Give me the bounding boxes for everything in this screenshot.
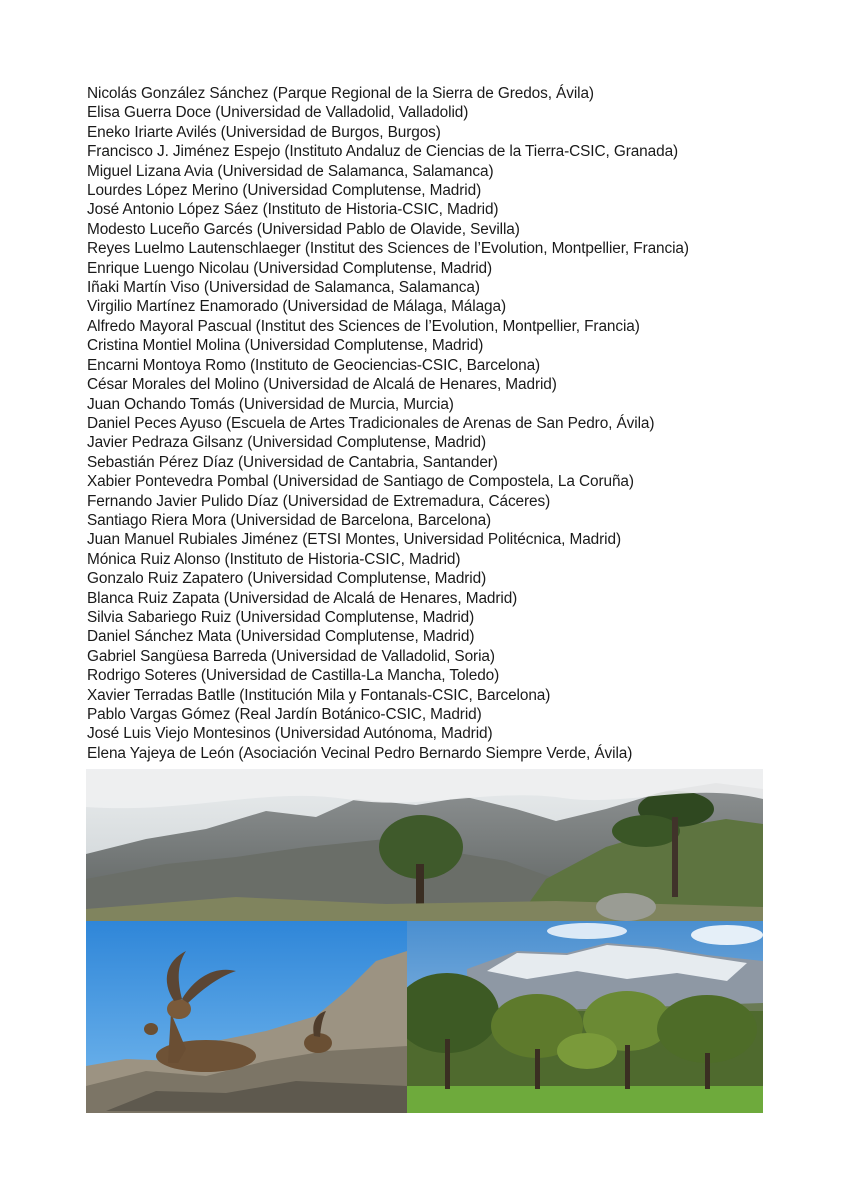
contributor-entry: Virgilio Martínez Enamorado (Universidad de Málaga, Málaga) [87,298,506,316]
ibex-photo [86,921,407,1113]
mountain-landscape-photo [86,769,763,921]
contributor-entry: Blanca Ruiz Zapata (Universidad de Alcalá de Henares, Madrid) [87,589,518,607]
contributor-entry: José Antonio López Sáez (Instituto de Historia-CSIC, Madrid) [87,201,499,219]
contributor-entry: Iñaki Martín Viso (Universidad de Salamanca, Salamanca) [87,279,480,297]
contributor-entry: Pablo Vargas Gómez (Real Jardín Botánico-CSIC, Madrid) [87,706,482,723]
contributor-entry: Javier Pedraza Gilsanz (Universidad Complutense, Madrid) [87,434,486,452]
contributor-entry: Xabier Pontevedra Pombal (Universidad de Santiago de Compostela, La Coruña) [87,473,634,491]
contributor-entry: Gonzalo Ruiz Zapatero (Universidad Complutense, Madrid) [87,570,487,588]
contributor-entry: Nicolás González Sánchez (Parque Regional de la Sierra de Gredos, Ávila) [87,85,594,102]
contributor-entry: Elisa Guerra Doce (Universidad de Valladolid, Valladolid) [87,104,469,122]
contributor-entry: Encarni Montoya Romo (Instituto de Geociencias-CSIC, Barcelona) [87,356,541,374]
contributor-entry: Mónica Ruiz Alonso (Instituto de Historia-CSIC, Madrid) [87,550,461,568]
contributor-entry: Juan Ochando Tomás (Universidad de Murcia, Murcia) [87,395,454,413]
contributor-entry: Rodrigo Soteres (Universidad de Castilla-La Mancha, Toledo) [87,667,500,685]
contributor-entry: Elena Yajeya de León (Asociación Vecinal Pedro Bernardo Siempre Verde, Ávila) [87,744,633,762]
contributor-entry: Cristina Montiel Molina (Universidad Complutense, Madrid) [87,337,484,355]
contributor-entry: Santiago Riera Mora (Universidad de Barcelona, Barcelona) [87,511,492,529]
contributor-entry: Gabriel Sangüesa Barreda (Universidad de Valladolid, Soria) [87,647,495,665]
contributor-entry: Francisco J. Jiménez Espejo (Instituto Andaluz de Ciencias de la Tierra-CSIC, Granada) [87,143,679,161]
contributors-list [87,84,767,763]
contributor-entry: Fernando Javier Pulido Díaz (Universidad de Extremadura, Cáceres) [87,492,551,510]
contributor-entry: Modesto Luceño Garcés (Universidad Pablo de Olavide, Sevilla) [87,220,520,238]
contributor-entry: Daniel Sánchez Mata (Universidad Complutense, Madrid) [87,628,475,646]
contributor-entry: Reyes Luelmo Lautenschlaeger (Institut des Sciences de l’Evolution, Montpellier, Francia) [87,240,689,258]
contributor-entry: Sebastián Pérez Díaz (Universidad de Cantabria, Santander) [87,453,498,471]
contributor-entry: Eneko Iriarte Avilés (Universidad de Burgos, Burgos) [87,123,441,141]
contributor-entry: Silvia Sabariego Ruiz (Universidad Complutense, Madrid) [87,608,475,626]
contributor-entry: Xavier Terradas Batlle (Institución Mila y Fontanals-CSIC, Barcelona) [87,686,551,704]
contributor-entry: José Luis Viejo Montesinos (Universidad Autónoma, Madrid) [87,725,493,743]
contributor-entry: Juan Manuel Rubiales Jiménez (ETSI Montes, Universidad Politécnica, Madrid) [87,531,621,549]
contributor-entry: Alfredo Mayoral Pascual (Institut des Sciences de l’Evolution, Montpellier, Francia) [87,317,640,335]
contributor-entry: Daniel Peces Ayuso (Escuela de Artes Tradicionales de Arenas de San Pedro, Ávila) [87,414,655,432]
contributor-entry: César Morales del Molino (Universidad de Alcalá de Henares, Madrid) [87,376,557,394]
forest-mountain-photo [407,921,763,1113]
contributor-entry: Enrique Luengo Nicolau (Universidad Complutense, Madrid) [87,259,493,277]
contributor-entry: Miguel Lizana Avia (Universidad de Salamanca, Salamanca) [87,162,494,180]
contributor-entry: Lourdes López Merino (Universidad Complutense, Madrid) [87,182,482,200]
